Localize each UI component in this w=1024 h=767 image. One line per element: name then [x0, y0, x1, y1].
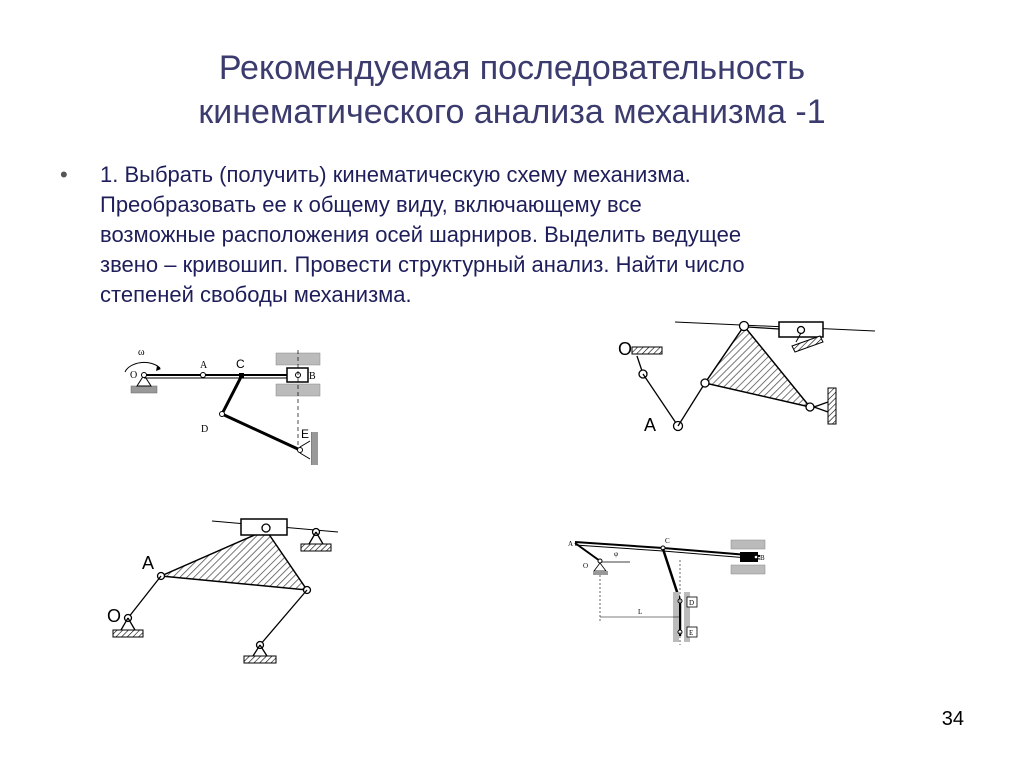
fig4-L-label: L: [638, 608, 643, 616]
fig1-omega-label: ω: [138, 347, 145, 358]
fig1-C-label: C: [236, 357, 245, 371]
fig1-O-label: O: [130, 370, 138, 381]
fig3-O-label: O: [107, 606, 122, 626]
bullet-line-4: звено – кривошип. Провести структурный анализ. Найти число: [100, 252, 745, 277]
bullet-line-1: 1. Выбрать (получить) кинематическую схему механизма.: [100, 162, 691, 187]
fig1-E-label: E: [301, 427, 310, 441]
fig4-phi-label: φ: [614, 550, 619, 558]
bullet-line-3: возможные расположения осей шарниров. Выделить ведущее: [100, 222, 742, 247]
bullet-line-5: степеней свободы механизма.: [100, 282, 412, 307]
title-line-1: Рекомендуемая последовательность: [218, 49, 806, 87]
fig1-D-label: D: [201, 424, 209, 435]
fig4-C-label: C: [665, 537, 670, 545]
fig4-O-label: O: [583, 562, 589, 570]
page-number: 34: [941, 708, 964, 730]
figure-1-mechanism: [125, 347, 320, 465]
fig4-E-label: E: [689, 629, 694, 637]
figure-3-mechanism: [107, 519, 338, 663]
fig3-A-label: A: [142, 553, 155, 573]
fig4-D-label: D: [689, 599, 695, 607]
title-line-2: кинематического анализа механизма -1: [198, 93, 826, 131]
fig1-B-label: B: [309, 371, 316, 382]
fig1-A-label: A: [200, 360, 208, 371]
figure-2-mechanism: [618, 322, 875, 436]
figure-4-mechanism: [568, 537, 765, 645]
fig2-A-label: A: [644, 415, 657, 435]
bullet-marker: •: [60, 162, 68, 187]
bullet-line-2: Преобразовать ее к общему виду, включающему все: [100, 192, 642, 217]
fig4-A-label: A: [568, 540, 574, 548]
fig4-B-label: B: [760, 554, 765, 562]
fig2-O-label: O: [618, 339, 633, 359]
